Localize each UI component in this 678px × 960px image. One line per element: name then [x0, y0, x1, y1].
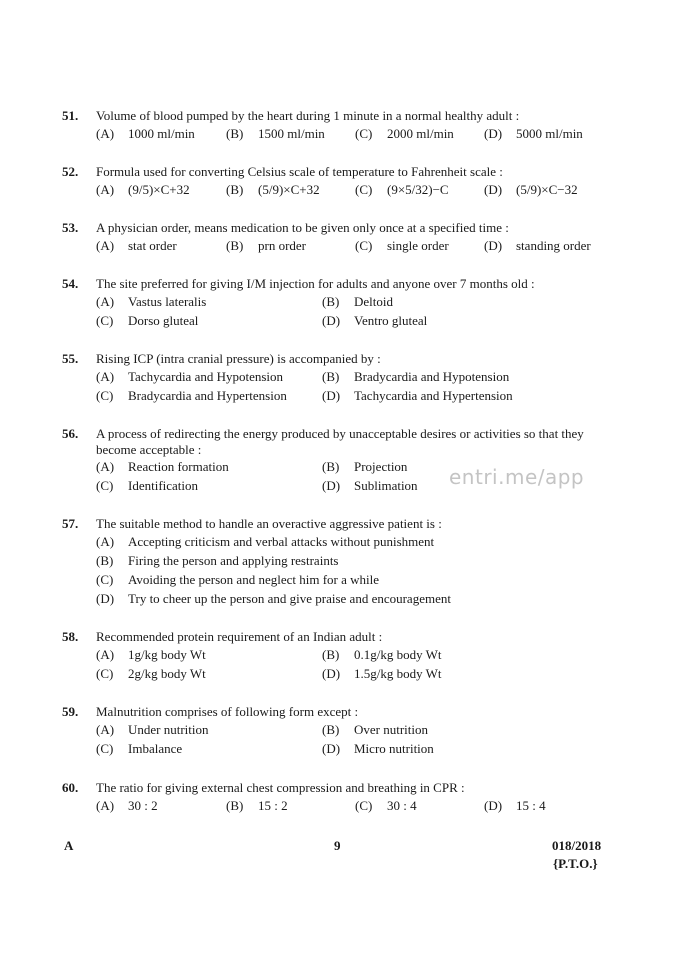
option-a: (A) 1000 ml/min [96, 126, 195, 141]
option-b: (B) 1500 ml/min [226, 126, 325, 141]
paper-code: 018/2018 [552, 838, 602, 853]
option-a: (A) (9/5)×C+32 [96, 182, 190, 197]
option-d: (D) (5/9)×C−32 [484, 182, 578, 197]
question-number: 58. [62, 629, 79, 644]
option-c: (C) 2000 ml/min [355, 126, 454, 141]
option-d: (D) Sublimation [322, 478, 418, 493]
option-b: (B) Firing the person and applying restraints [96, 553, 339, 568]
option-d: (D) Ventro gluteal [322, 313, 428, 328]
option-b: (B) 0.1g/kg body Wt [322, 647, 442, 662]
question-number: 57. [62, 516, 79, 531]
series-code: A [64, 838, 74, 853]
option-d: (D) 5000 ml/min [484, 126, 583, 141]
question-number: 55. [62, 351, 79, 366]
option-d: (D) 1.5g/kg body Wt [322, 666, 442, 681]
option-a: (A) stat order [96, 238, 177, 253]
question-text: The ratio for giving external chest compression and breathing in CPR : [96, 780, 465, 795]
question-text: Volume of blood pumped by the heart during 1 minute in a normal healthy adult : [96, 108, 520, 123]
option-c: (C) Dorso gluteal [96, 313, 199, 328]
option-a: (A) Vastus lateralis [96, 294, 207, 309]
option-c: (C) Bradycardia and Hypertension [96, 388, 287, 403]
question-number: 60. [62, 780, 79, 795]
option-a: (A) Under nutrition [96, 722, 209, 737]
question-number: 52. [62, 164, 79, 179]
option-b: (B) Deltoid [322, 294, 393, 309]
option-d: (D) standing order [484, 238, 591, 253]
question-number: 54. [62, 276, 79, 291]
option-b: (B) 15 : 2 [226, 798, 288, 813]
page-number: 9 [334, 838, 341, 853]
pto-note: {P.T.O.} [553, 856, 598, 871]
option-c: (C) (9×5/32)−C [355, 182, 449, 197]
question-text: Recommended protein requirement of an Indian adult : [96, 629, 383, 644]
option-c: (C) 2g/kg body Wt [96, 666, 206, 681]
option-a: (A) Accepting criticism and verbal attacks without punishment [96, 534, 435, 549]
question-number: 59. [62, 704, 79, 719]
watermark: entri.me/app [449, 465, 585, 489]
option-d: (D) Try to cheer up the person and give praise and encouragement [96, 591, 451, 606]
option-a: (A) 1g/kg body Wt [96, 647, 206, 662]
option-d: (D) 15 : 4 [484, 798, 546, 813]
option-c: (C) Identification [96, 478, 199, 493]
question-text: A process of redirecting the energy produced by unacceptable desires or activities so that they become acceptable : [96, 426, 584, 457]
question-text: A physician order, means medication to be given only once at a specified time : [96, 220, 509, 235]
option-b: (B) (5/9)×C+32 [226, 182, 320, 197]
option-c: (C) single order [355, 238, 449, 253]
question-number: 53. [62, 220, 79, 235]
question-text: Formula used for converting Celsius scale of temperature to Fahrenheit scale : [96, 164, 503, 179]
question-text: Malnutrition comprises of following form except : [96, 704, 359, 719]
question-number: 51. [62, 108, 79, 123]
option-b: (B) Bradycardia and Hypotension [322, 369, 510, 384]
option-d: (D) Micro nutrition [322, 741, 434, 756]
option-a: (A) 30 : 2 [96, 798, 158, 813]
option-a: (A) Tachycardia and Hypotension [96, 369, 284, 384]
question-text: Rising ICP (intra cranial pressure) is accompanied by : [96, 351, 381, 366]
option-c: (C) Avoiding the person and neglect him for a while [96, 572, 380, 587]
option-b: (B) Projection [322, 459, 408, 474]
question-number: 56. [62, 426, 79, 441]
option-c: (C) Imbalance [96, 741, 183, 756]
option-b: (B) Over nutrition [322, 722, 429, 737]
option-d: (D) Tachycardia and Hypertension [322, 388, 513, 403]
option-a: (A) Reaction formation [96, 459, 229, 474]
question-text: The suitable method to handle an overactive aggressive patient is : [96, 516, 442, 531]
option-c: (C) 30 : 4 [355, 798, 417, 813]
option-b: (B) prn order [226, 238, 307, 253]
question-text: The site preferred for giving I/M injection for adults and anyone over 7 months old : [96, 276, 535, 291]
